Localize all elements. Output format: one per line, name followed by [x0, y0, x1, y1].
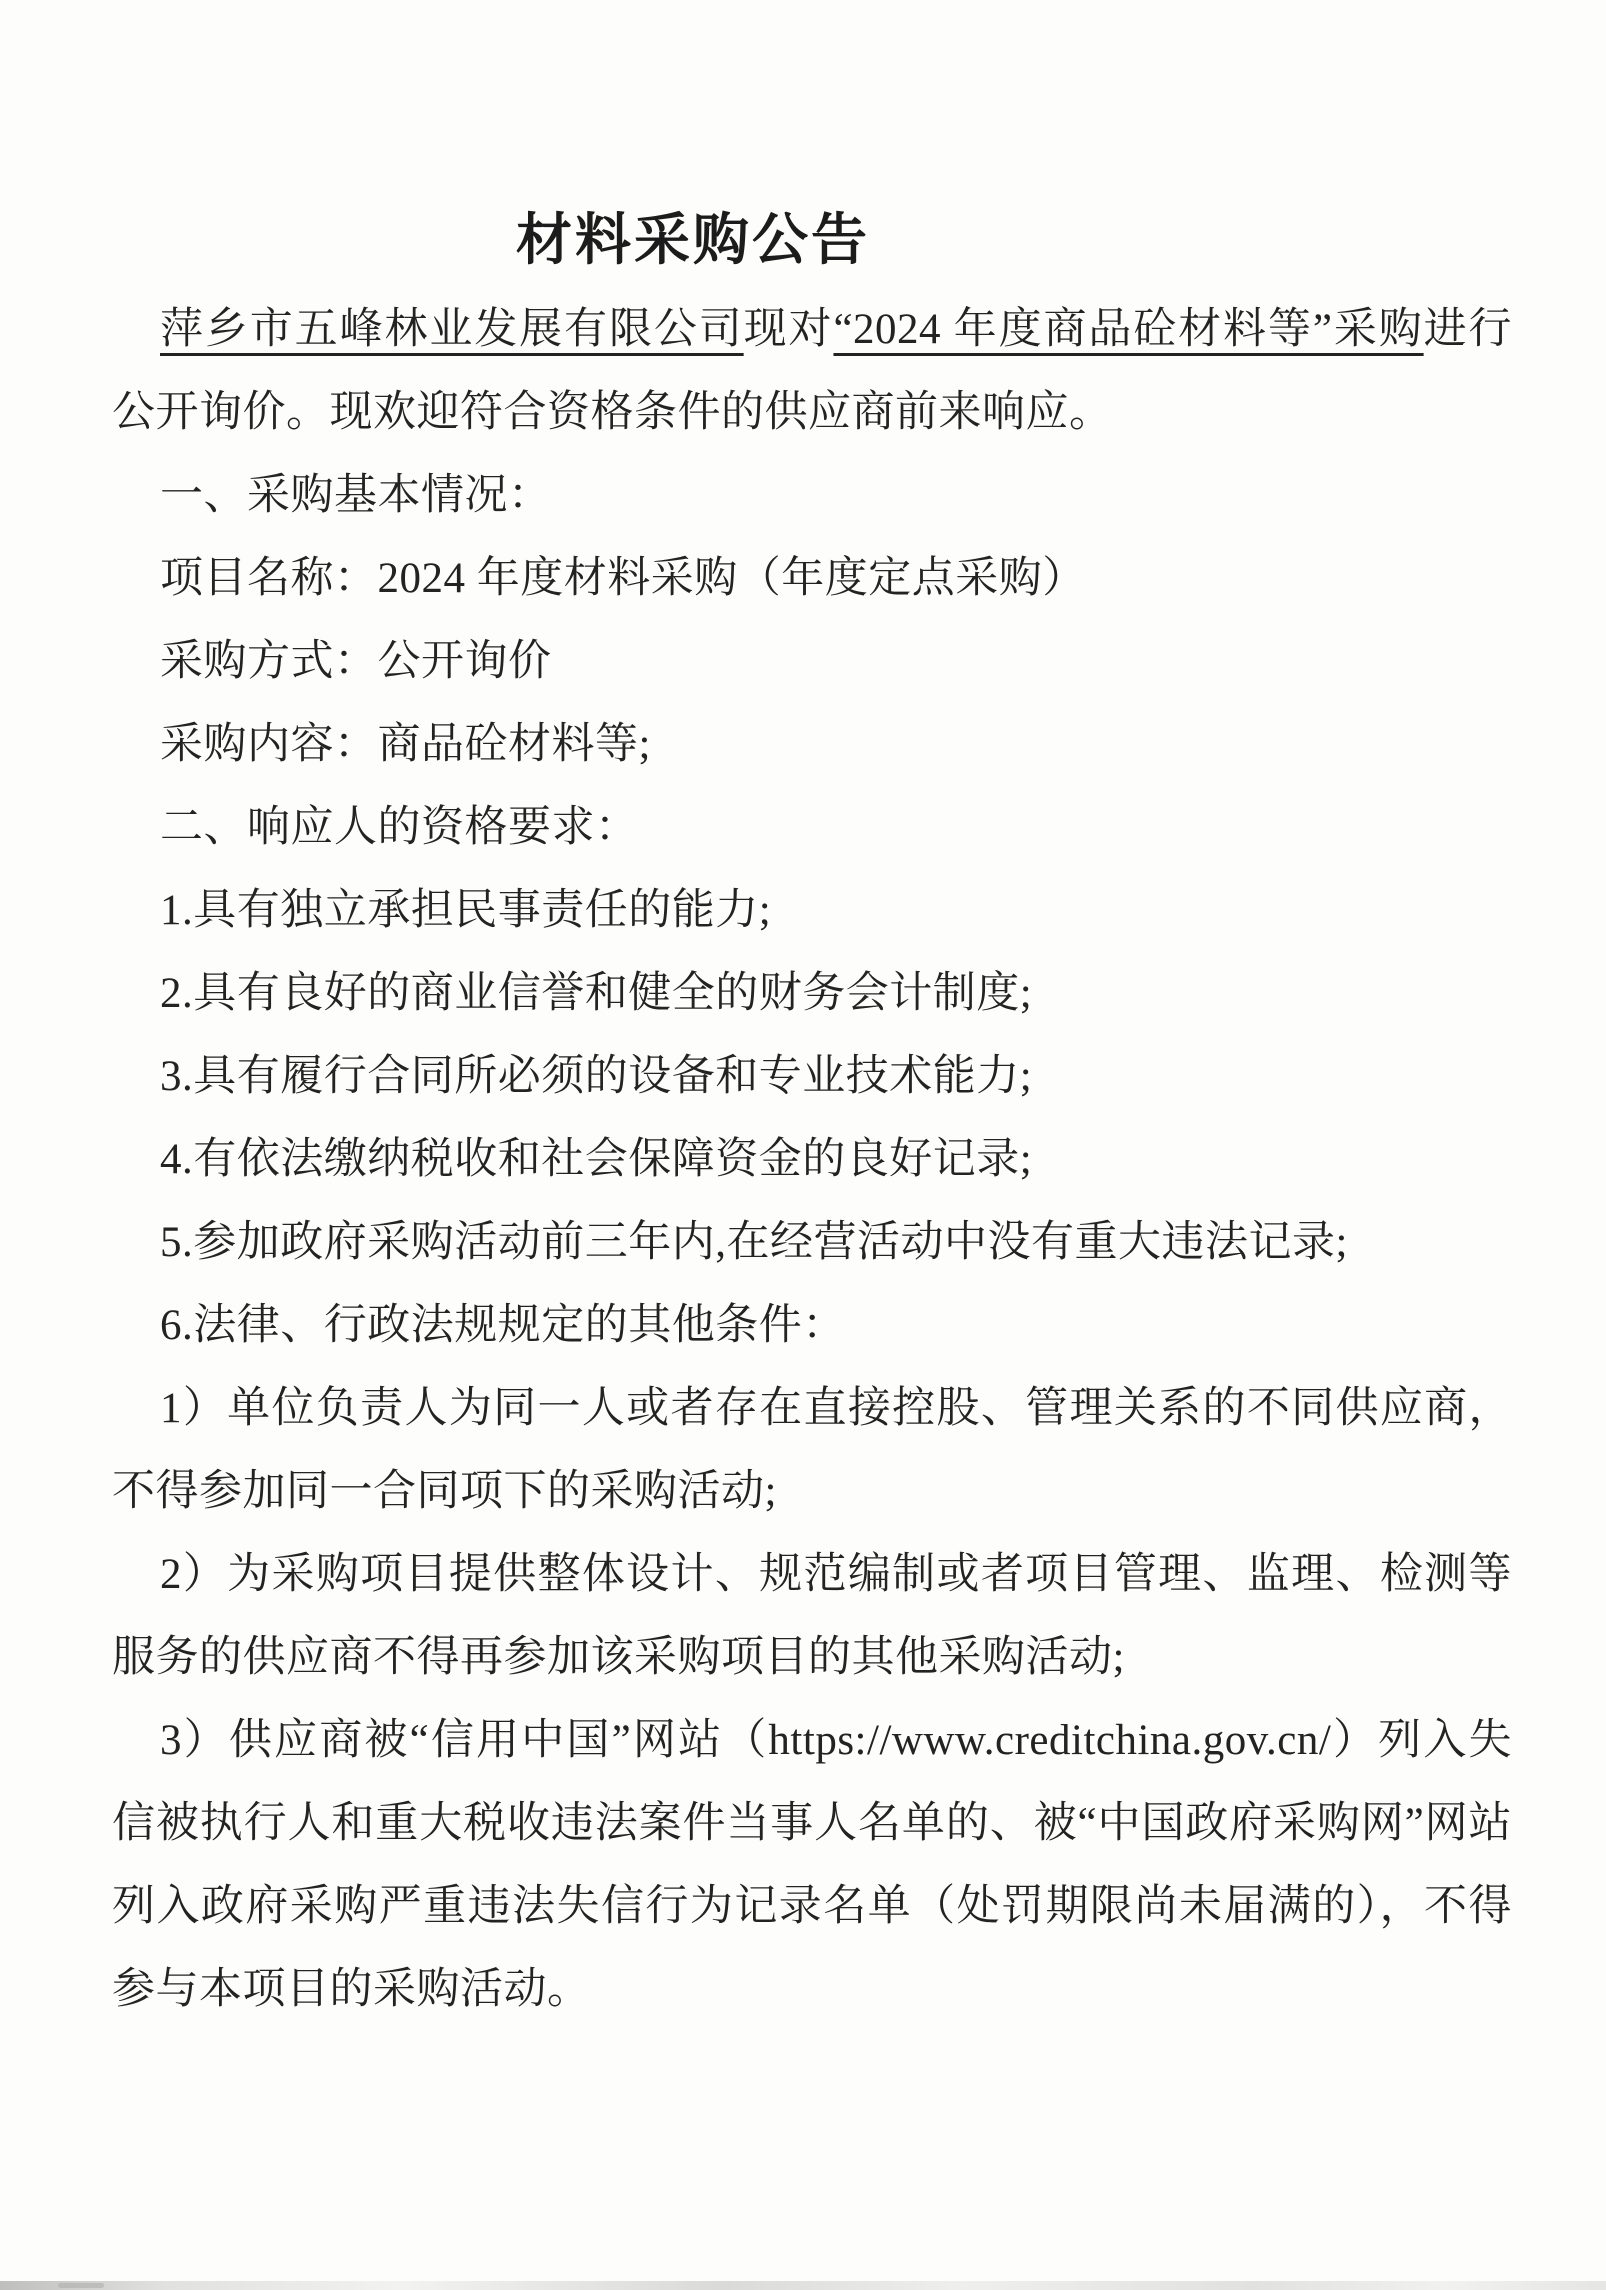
- document-title: 材料采购公告: [516, 210, 870, 272]
- procurement-method-line: 采购方式：公开询价: [160, 638, 552, 685]
- company-name-underlined: 萍乡市五峰林业发展有限公司: [160, 306, 744, 353]
- procurement-subject-underlined: “2024 年度商品砼材料等”采购: [833, 306, 1424, 353]
- requirement-item-6: 6.法律、行政法规规定的其他条件：: [160, 1302, 846, 1349]
- other-condition-item-1: 1）单位负责人为同一人或者存在直接控股、管理关系的不同供应商，不得参加同一合同项下的采购活动;: [112, 1385, 1512, 1515]
- other-condition-item-2: 2）为采购项目提供整体设计、规范编制或者项目管理、监理、检测等服务的供应商不得再参加该采购项目的其他采购活动;: [112, 1551, 1512, 1681]
- intro-connector-text: 现对: [743, 306, 834, 353]
- scan-edge-artifact: [0, 2281, 1606, 2290]
- requirement-item-4: 4.有依法缴纳税收和社会保障资金的良好记录;: [160, 1136, 1033, 1183]
- requirement-item-3: 3.具有履行合同所必须的设备和专业技术能力;: [160, 1053, 1033, 1100]
- requirement-item-2: 2.具有良好的商业信誉和健全的财务会计制度;: [160, 970, 1033, 1017]
- intro-paragraph: [112, 288, 1512, 454]
- other-condition-item-3: 3）供应商被“信用中国”网站（https://www.creditchina.gov.cn/）列入失信被执行人和重大税收违法案件当事人名单的、被“中国政府采购网”网站列入政府采购严重违法失信行为记录名单（处罚期限尚未届满的），不得参与本项目的采购活动。: [112, 1717, 1512, 2013]
- requirement-item-5: 5.参加政府采购活动前三年内,在经营活动中没有重大违法记录;: [160, 1219, 1348, 1266]
- document-body: [112, 288, 1512, 2031]
- section-2-heading: 二、响应人的资格要求：: [160, 804, 639, 851]
- project-name-line: 项目名称：2024 年度材料采购（年度定点采购）: [160, 555, 1086, 602]
- scan-speck-artifact: [58, 2283, 104, 2288]
- intro-rest-text: 进行公开询价。现欢迎符合资格条件的供应商前来响应。: [112, 306, 1513, 436]
- section-1-heading: 一、采购基本情况：: [160, 472, 552, 519]
- requirement-item-1: 1.具有独立承担民事责任的能力;: [160, 887, 772, 934]
- procurement-content-line: 采购内容：商品砼材料等;: [160, 721, 651, 768]
